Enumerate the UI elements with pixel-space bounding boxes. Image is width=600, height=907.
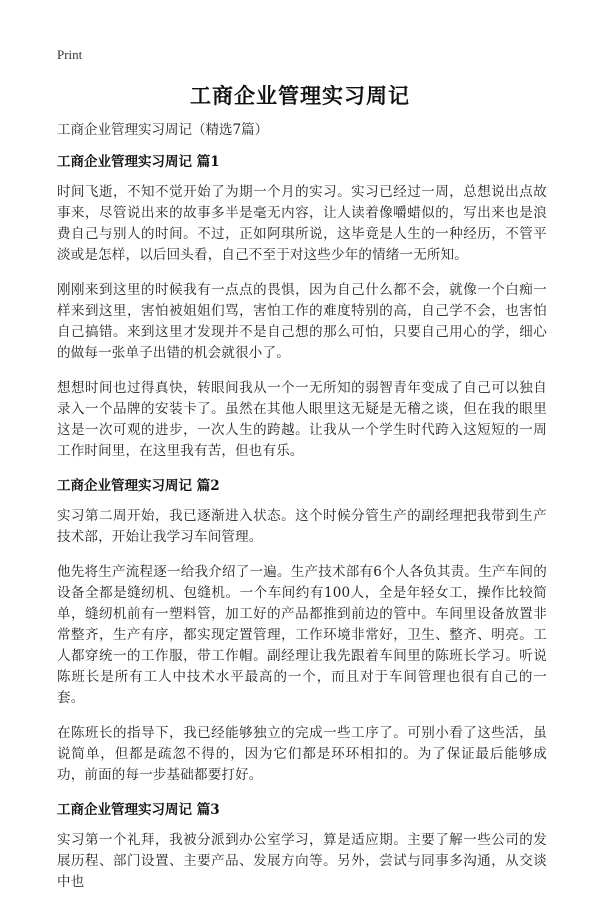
page-title: 工商企业管理实习周记 <box>190 83 410 108</box>
section-2-paragraph-1: 实习第二周开始，我已逐渐进入状态。这个时候分管生产的副经理把我带到生产技术部，开始让我学习车间管理。 <box>57 508 547 545</box>
section-2-paragraph-3: 在陈班长的指导下，我已经能够独立的完成一些工序了。可别小看了这些活，虽说简单，但都是疏忽不得的，因为它们都是环环相扣的。为了保证最后能够成功，前面的每一步基础都要打好。 <box>57 725 547 783</box>
section-1-paragraph-2: 刚刚来到这里的时候我有一点点的畏惧，因为自己什么都不会，就像一个白痴一样来到这里，害怕被姐姐们骂，害怕工作的难度特别的高，自己学不会，也害怕自己搞错。来到这里才发现并不是自己想的那么可怕，只要自己用心的学，细心的做每一张单子出错的机会就很小了。 <box>57 282 547 361</box>
print-link[interactable]: Print <box>57 47 83 62</box>
section-1-paragraph-3: 想想时间也过得真快，转眼间我从一个一无所知的弱智青年变成了自己可以独自录入一个品牌的安装卡了。虽然在其他人眼里这无疑是无稽之谈，但在我的眼里这是一次可观的进步，一次人生的跨越。让我从一个学生时代跨入这短短的一周工作时间里，在这里我有苦，但也有乐。 <box>57 380 547 459</box>
section-2-paragraph-2: 他先将生产流程逐一给我介绍了一遍。生产技术部有6个人各负其责。生产车间的设备全都是缝纫机、包缝机。一个车间约有100人，全是年轻女工，操作比较简单，缝纫机前有一塑料管，加工好的产品都推到前边的管中。车间里设备放置非常整齐，生产有序，都实现定置管理，工作环境非常好，卫生、整齐、明亮。工人都穿统一的工作服，带工作帽。副经理让我先跟着车间里的陈班长学习。听说陈班长是所有工人中技术水平最高的一个，而且对于车间管理也很有自己的一套。 <box>57 564 547 706</box>
document-subtitle: 工商企业管理实习周记（精选7篇） <box>57 122 269 138</box>
section-heading-2: 工商企业管理实习周记 篇2 <box>57 478 220 494</box>
section-1-paragraph-1: 时间飞逝，不知不觉开始了为期一个月的实习。实习已经过一周，总想说出点故事来，尽管说出来的故事多半是毫无内容，让人读着像嚼蜡似的，写出来也是浪费自己与别人的时间。不过，正如阿琪所说，这毕竟是人生的一种经历，不管平淡或是怎样，以后回头看，自己不至于对这些少年的情绪一无所知。 <box>57 184 547 263</box>
document-body <box>57 120 547 907</box>
section-heading-3: 工商企业管理实习周记 篇3 <box>57 802 220 818</box>
section-3-paragraph-1: 实习第一个礼拜，我被分派到办公室学习，算是适应期。主要了解一些公司的发展历程、部门设置、主要产品、发展方向等。另外，尝试与同事多沟通，从交谈中也 <box>57 832 547 890</box>
section-heading-1: 工商企业管理实习周记 篇1 <box>57 154 220 170</box>
